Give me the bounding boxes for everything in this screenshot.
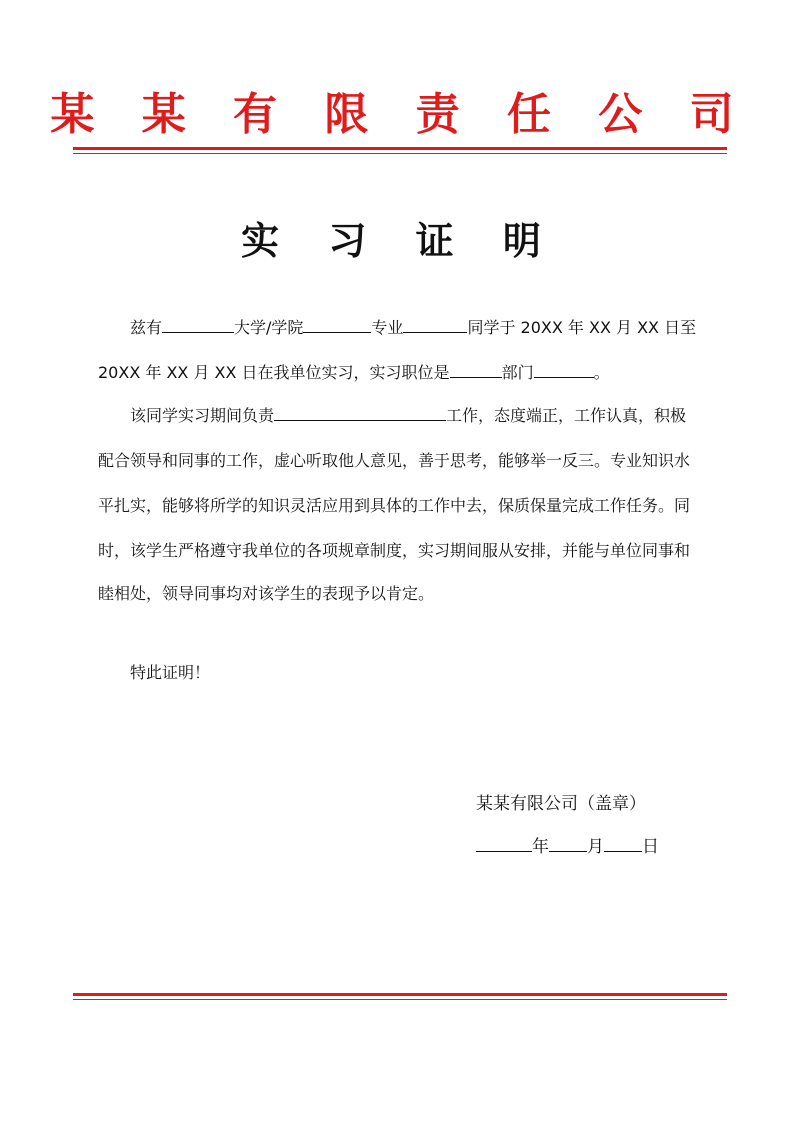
para1-line2: [98, 360, 610, 383]
text-segment: 工作，态度端正，工作认真，积极: [446, 406, 687, 425]
blank-month[interactable]: [549, 837, 587, 852]
footer-rule-thin: [73, 999, 727, 1000]
para1-line1: [130, 315, 696, 338]
para2-line2: 配合领导和同事的工作，虚心听取他人意见，善于思考，能够举一反三。专业知识水: [98, 451, 691, 470]
month-label: 月: [587, 837, 604, 857]
blank-university[interactable]: [162, 318, 234, 333]
footer-rule-thick: [73, 993, 727, 996]
company-seal-label: 某某有限公司（盖章）: [476, 794, 646, 814]
date-line: [476, 832, 659, 857]
blank-year[interactable]: [476, 837, 532, 852]
header-rule-thin: [73, 153, 727, 154]
text-segment: 部门: [501, 363, 534, 382]
blank-day[interactable]: [604, 837, 642, 852]
text-segment: 专业: [371, 318, 404, 337]
blank-responsibility[interactable]: [274, 406, 446, 421]
text-segment: 。: [593, 363, 610, 382]
para2-line4: 时，该学生严格遵守我单位的各项规章制度，实习期间服从安排，并能与单位同事和: [98, 541, 691, 560]
closing-statement: 特此证明！: [130, 663, 211, 682]
year-label: 年: [532, 837, 549, 857]
blank-department[interactable]: [450, 363, 502, 378]
header-rule-thick: [73, 147, 727, 150]
para2-line5: 睦相处，领导同事均对该学生的表现予以肯定。: [98, 584, 435, 603]
para2-line3: 平扎实，能够将所学的知识灵活应用到具体的工作中去，保质保量完成工作任务。同: [98, 496, 691, 515]
text-segment: 兹有: [130, 318, 163, 337]
day-label: 日: [642, 837, 659, 857]
text-segment: 大学/学院: [234, 318, 304, 337]
blank-student-name[interactable]: [403, 318, 467, 333]
blank-major[interactable]: [303, 318, 371, 333]
para2-line1: [130, 403, 686, 426]
blank-position[interactable]: [534, 363, 594, 378]
text-segment: 该同学实习期间负责: [130, 406, 275, 425]
company-name: 某 某 有 限 责 任 公 司: [50, 89, 750, 140]
document-title: 实 习 证 明: [241, 218, 559, 263]
text-segment: 同学于 20XX 年 XX 月 XX 日至: [467, 318, 697, 337]
text-segment: 20XX 年 XX 月 XX 日在我单位实习，实习职位是: [98, 363, 450, 382]
